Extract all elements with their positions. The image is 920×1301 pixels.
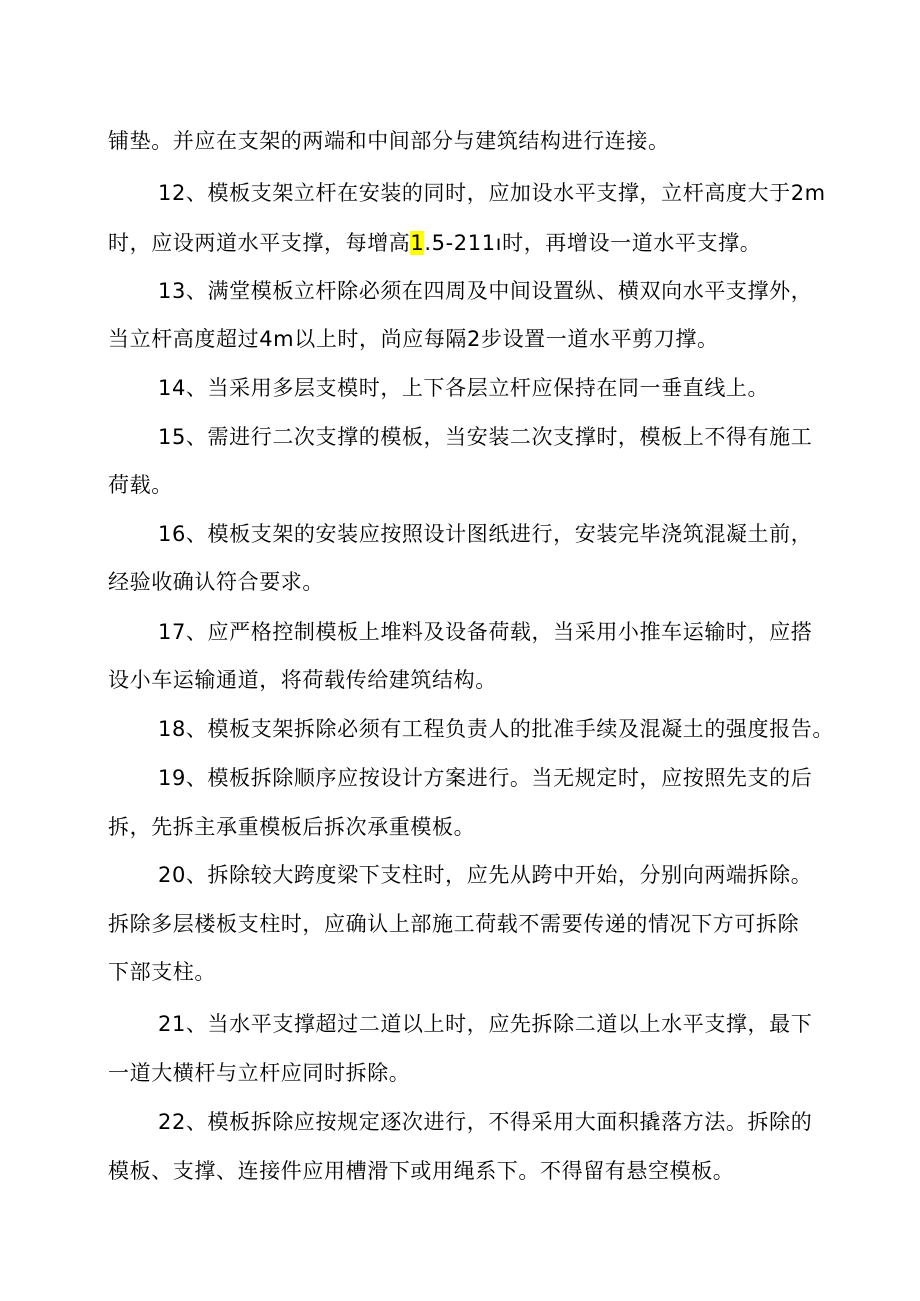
paragraph-line: 12、模板支架立杆在安装的同时，应加设水平支撑，立杆高度大于2m (158, 181, 826, 205)
paragraph-line: 模板、支撑、连接件应用槽滑下或用绳系下。不得留有悬空模板。 (108, 1159, 735, 1183)
paragraph-line: 一道大横杆与立杆应同时拆除。 (108, 1061, 411, 1085)
paragraph-line: 荷载。 (108, 473, 173, 497)
paragraph-line: 13、满堂模板立杆除必须在四周及中间设置纵、横双向水平支撑外， (158, 279, 813, 303)
paragraph-line: 经验收确认符合要求。 (108, 570, 324, 594)
paragraph-line-highlighted (108, 228, 761, 258)
paragraph-line: 17、应严格控制模板上堆料及设备荷载，当采用小推车运输时，应搭 (158, 620, 813, 644)
paragraph-line: 16、模板支架的安装应按照设计图纸进行，安装完毕浇筑混凝土前， (158, 522, 813, 546)
highlighted-text: 1 (410, 231, 425, 255)
paragraph-line: 14、当采用多层支模时，上下各层立杆应保持在同一垂直线上。 (158, 376, 770, 400)
line-text-before: 时，应设两道水平支撑，每增高 (108, 231, 411, 255)
paragraph-line: 拆，先拆主承重模板后拆次承重模板。 (108, 815, 476, 839)
paragraph-line: 下部支柱。 (108, 960, 216, 984)
paragraph-line: 18、模板支架拆除必须有工程负责人的批准手续及混凝土的强度报告。 (158, 717, 834, 741)
paragraph-line: 拆除多层楼板支柱时，应确认上部施工荷载不需要传递的情况下方可拆除 (108, 912, 800, 936)
paragraph-line: 设小车运输通道，将荷载传给建筑结构。 (108, 668, 497, 692)
line-text-after: .5-211ı时，再增设一道水平支撑。 (424, 231, 762, 255)
paragraph-line: 19、模板拆除顺序应按设计方案进行。当无规定时，应按照先支的后 (158, 766, 813, 790)
paragraph-line: 15、需进行二次支撑的模板，当安装二次支撑时，模板上不得有施工 (158, 425, 813, 449)
paragraph-line: 当立杆高度超过4m以上时，尚应每隔2步设置一道水平剪刀撑。 (108, 327, 719, 351)
paragraph-line: 22、模板拆除应按规定逐次进行，不得采用大面积撬落方法。拆除的 (158, 1110, 813, 1134)
paragraph-line: 21、当水平支撑超过二道以上时，应先拆除二道以上水平支撑，最下 (158, 1012, 813, 1036)
paragraph-line: 铺垫。并应在支架的两端和中间部分与建筑结构进行连接。 (108, 129, 670, 153)
paragraph-line: 20、拆除较大跨度梁下支柱时，应先从跨中开始，分别向两端拆除。 (158, 863, 813, 887)
